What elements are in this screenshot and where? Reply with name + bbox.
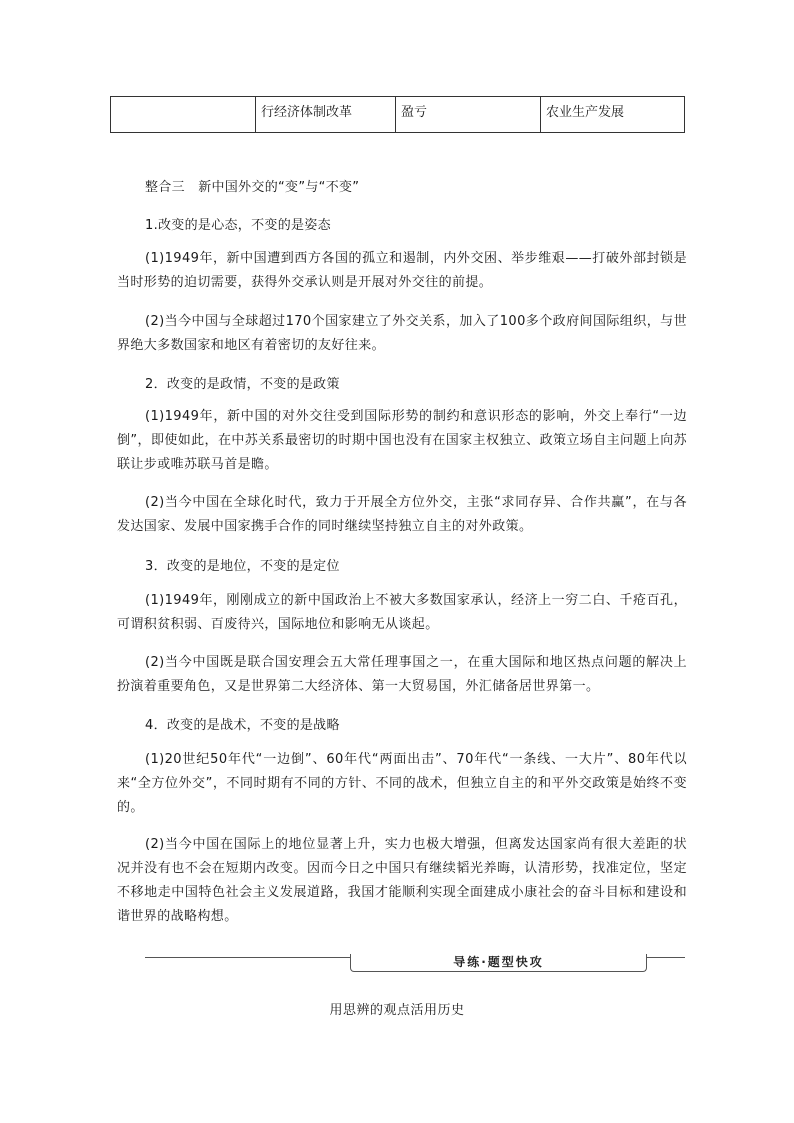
continuation-table [110,96,685,133]
paragraph: (1)1949年，刚刚成立的新中国政治上不被大多数国家承认，经济上一穷二白、千疮百孔，可谓积贫积弱、百废待兴，国际地位和影响无从谈起。 [117,593,687,632]
paragraph: (2)当今中国既是联合国安理会五大常任理事国之一，在重大国际和地区热点问题的解决上扮演着重要角色，又是世界第二大经济体、第一大贸易国，外汇储备居世界第一。 [117,655,687,694]
banner-label: 导练·题型快攻 [453,955,544,969]
paragraph: (1)1949年，新中国遭到西方各国的孤立和遏制，内外交困、举步维艰——打破外部封锁是当时形势的迫切需要，获得外交承认则是开展对外交往的前提。 [117,251,687,290]
table-cell: 农业生产发展 [541,97,685,133]
item-heading: 4．改变的是战术，不变的是战略 [145,718,340,733]
subsection-title: 用思辨的观点活用历史 [329,1003,465,1018]
paragraph: (1)20世纪50年代“一边倒”、60年代“两面出击”、70年代“一条线、一大片”、80年代以来“全方位外交”，不同时期有不同的方针、不同的战术，但独立自主的和平外交政策是始终不变的。 [117,752,687,815]
table-cell: 盈亏 [396,97,541,133]
table-cell [111,97,256,133]
table-cell: 行经济体制改革 [256,97,396,133]
item-heading: 2．改变的是政情，不变的是政策 [145,377,340,392]
table-row [111,97,685,133]
paragraph: (2)当今中国在全球化时代，致力于开展全方位外交，主张“求同存异、合作共赢”，在与各发达国家、发展中国家携手合作的同时继续坚持独立自主的对外政策。 [117,495,687,534]
paragraph: (2)当今中国在国际上的地位显著上升，实力也极大增强，但离发达国家尚有很大差距的状况并没有也不会在短期内改变。因而今日之中国只有继续韬光养晦，认清形势，找准定位，坚定不移地走中国特色社会主义发展道路，我国才能顺利实现全面建成小康社会的奋斗目标和建设和谐世界的战略构想。 [117,837,687,924]
section-title: 整合三 新中国外交的“变”与“不变” [145,180,360,195]
section-divider [145,954,685,970]
paragraph: (2)当今中国与全球超过170个国家建立了外交关系，加入了100多个政府间国际组织，与世界绝大多数国家和地区有着密切的友好往来。 [117,314,687,353]
item-heading: 3．改变的是地位，不变的是定位 [145,559,340,574]
item-heading: 1.改变的是心态，不变的是姿态 [145,218,331,233]
paragraph: (1)1949年，新中国的对外交往受到国际形势的制约和意识形态的影响，外交上奉行“一边倒”，即使如此，在中苏关系最密切的时期中国也没有在国家主权独立、政策立场自主问题上向苏联让步或唯苏联马首是瞻。 [117,409,687,472]
practice-banner [350,954,647,972]
